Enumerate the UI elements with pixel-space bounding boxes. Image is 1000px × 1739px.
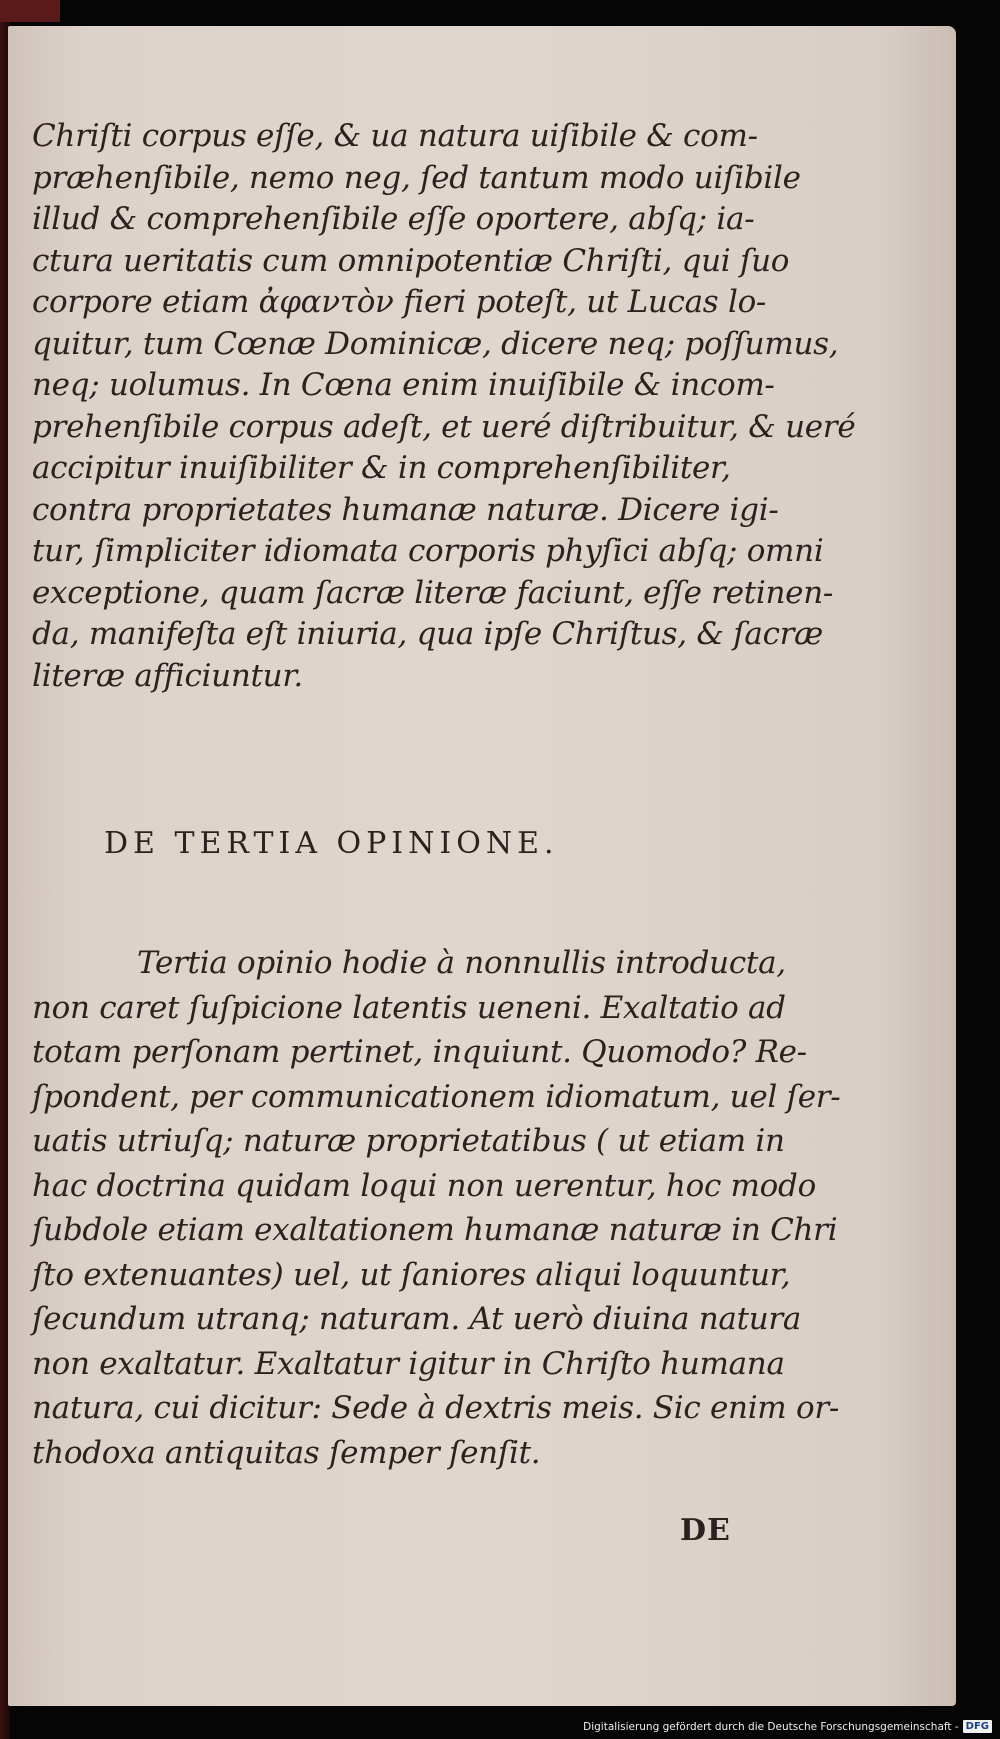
text-line: ſpondent, per communicationem idiomatum, uel ſer-: [32, 1078, 841, 1115]
book-cover-corner: [0, 0, 60, 22]
paragraph-2: [32, 941, 841, 1475]
text-line: prehenſibile corpus adeſt, et ueré diſtribuitur, & ueré: [32, 408, 856, 445]
text-line: Tertia opinio hodie à nonnullis introducta,: [137, 945, 786, 981]
text-line: da, manifeſta eſt iniuria, qua ipſe Chriſtus, & ſacræ: [32, 616, 824, 652]
text-line: thodoxa antiquitas ſemper ſenſit.: [32, 1434, 541, 1471]
text-line: literæ afficiuntur.: [32, 657, 303, 694]
credit-text: Digitalisierung gefördert durch die Deutsche Forschungsgemeinschaft -: [583, 1720, 959, 1733]
text-line: hac doctrina quidam loqui non uerentur, hoc modo: [32, 1167, 816, 1204]
text-line: uatis utriuſq; naturæ proprietatibus ( ut etiam in: [32, 1123, 785, 1159]
text-line: accipitur inuiſibiliter & in comprehenſibiliter,: [32, 450, 731, 486]
text-line: ſecundum utranq; naturam. At uerò diuina natura: [32, 1301, 802, 1337]
text-line: præhenſibile, nemo neg, ſed tantum modo uiſibile: [32, 159, 801, 196]
text-line: corpore etiam ἀφαντὸν fieri poteſt, ut Lucas lo-: [32, 284, 767, 320]
text-line: tur, ſimpliciter idiomata corporis phyſici abſq; omni: [32, 533, 824, 569]
catchword: DE: [680, 1513, 731, 1548]
text-line: Chriſti corpus eſſe, & ua natura uiſibile & com-: [32, 118, 758, 154]
text-line: totam perſonam pertinet, inquiunt. Quomodo? Re-: [32, 1034, 807, 1070]
text-line: ſubdole etiam exaltationem humanæ naturæ in Chri: [32, 1212, 838, 1248]
book-page: [8, 26, 956, 1706]
digitization-credit: [583, 1720, 992, 1733]
text-line: contra proprietates humanæ naturæ. Dicere igi-: [32, 491, 779, 528]
text-line: natura, cui dicitur: Sede à dextris meis. Sic enim or-: [32, 1390, 840, 1426]
section-heading: DE TERTIA OPINIONE.: [104, 826, 559, 861]
text-line: non exaltatur. Exaltatur igitur in Chriſto humana: [32, 1345, 785, 1382]
dfg-logo-icon: DFG: [963, 1720, 992, 1733]
text-line: quitur, tum Cœnæ Dominicæ, dicere neq; poſſumus,: [32, 325, 839, 362]
text-line: ctura ueritatis cum omnipotentiæ Chriſti, qui ſuo: [32, 242, 790, 279]
text-line: exceptione, quam ſacræ literæ faciunt, eſſe retinen-: [32, 574, 834, 611]
text-line: ſto extenuantes) uel, ut ſaniores aliqui loquuntur,: [32, 1256, 791, 1293]
text-line: neq; uolumus. In Cœna enim inuiſibile & incom-: [32, 367, 775, 403]
text-line: illud & comprehenſibile eſſe oportere, abſq; ia-: [32, 201, 755, 237]
text-line: non caret ſuſpicione latentis ueneni. Exaltatio ad: [32, 989, 786, 1026]
paragraph-1: [32, 116, 856, 697]
